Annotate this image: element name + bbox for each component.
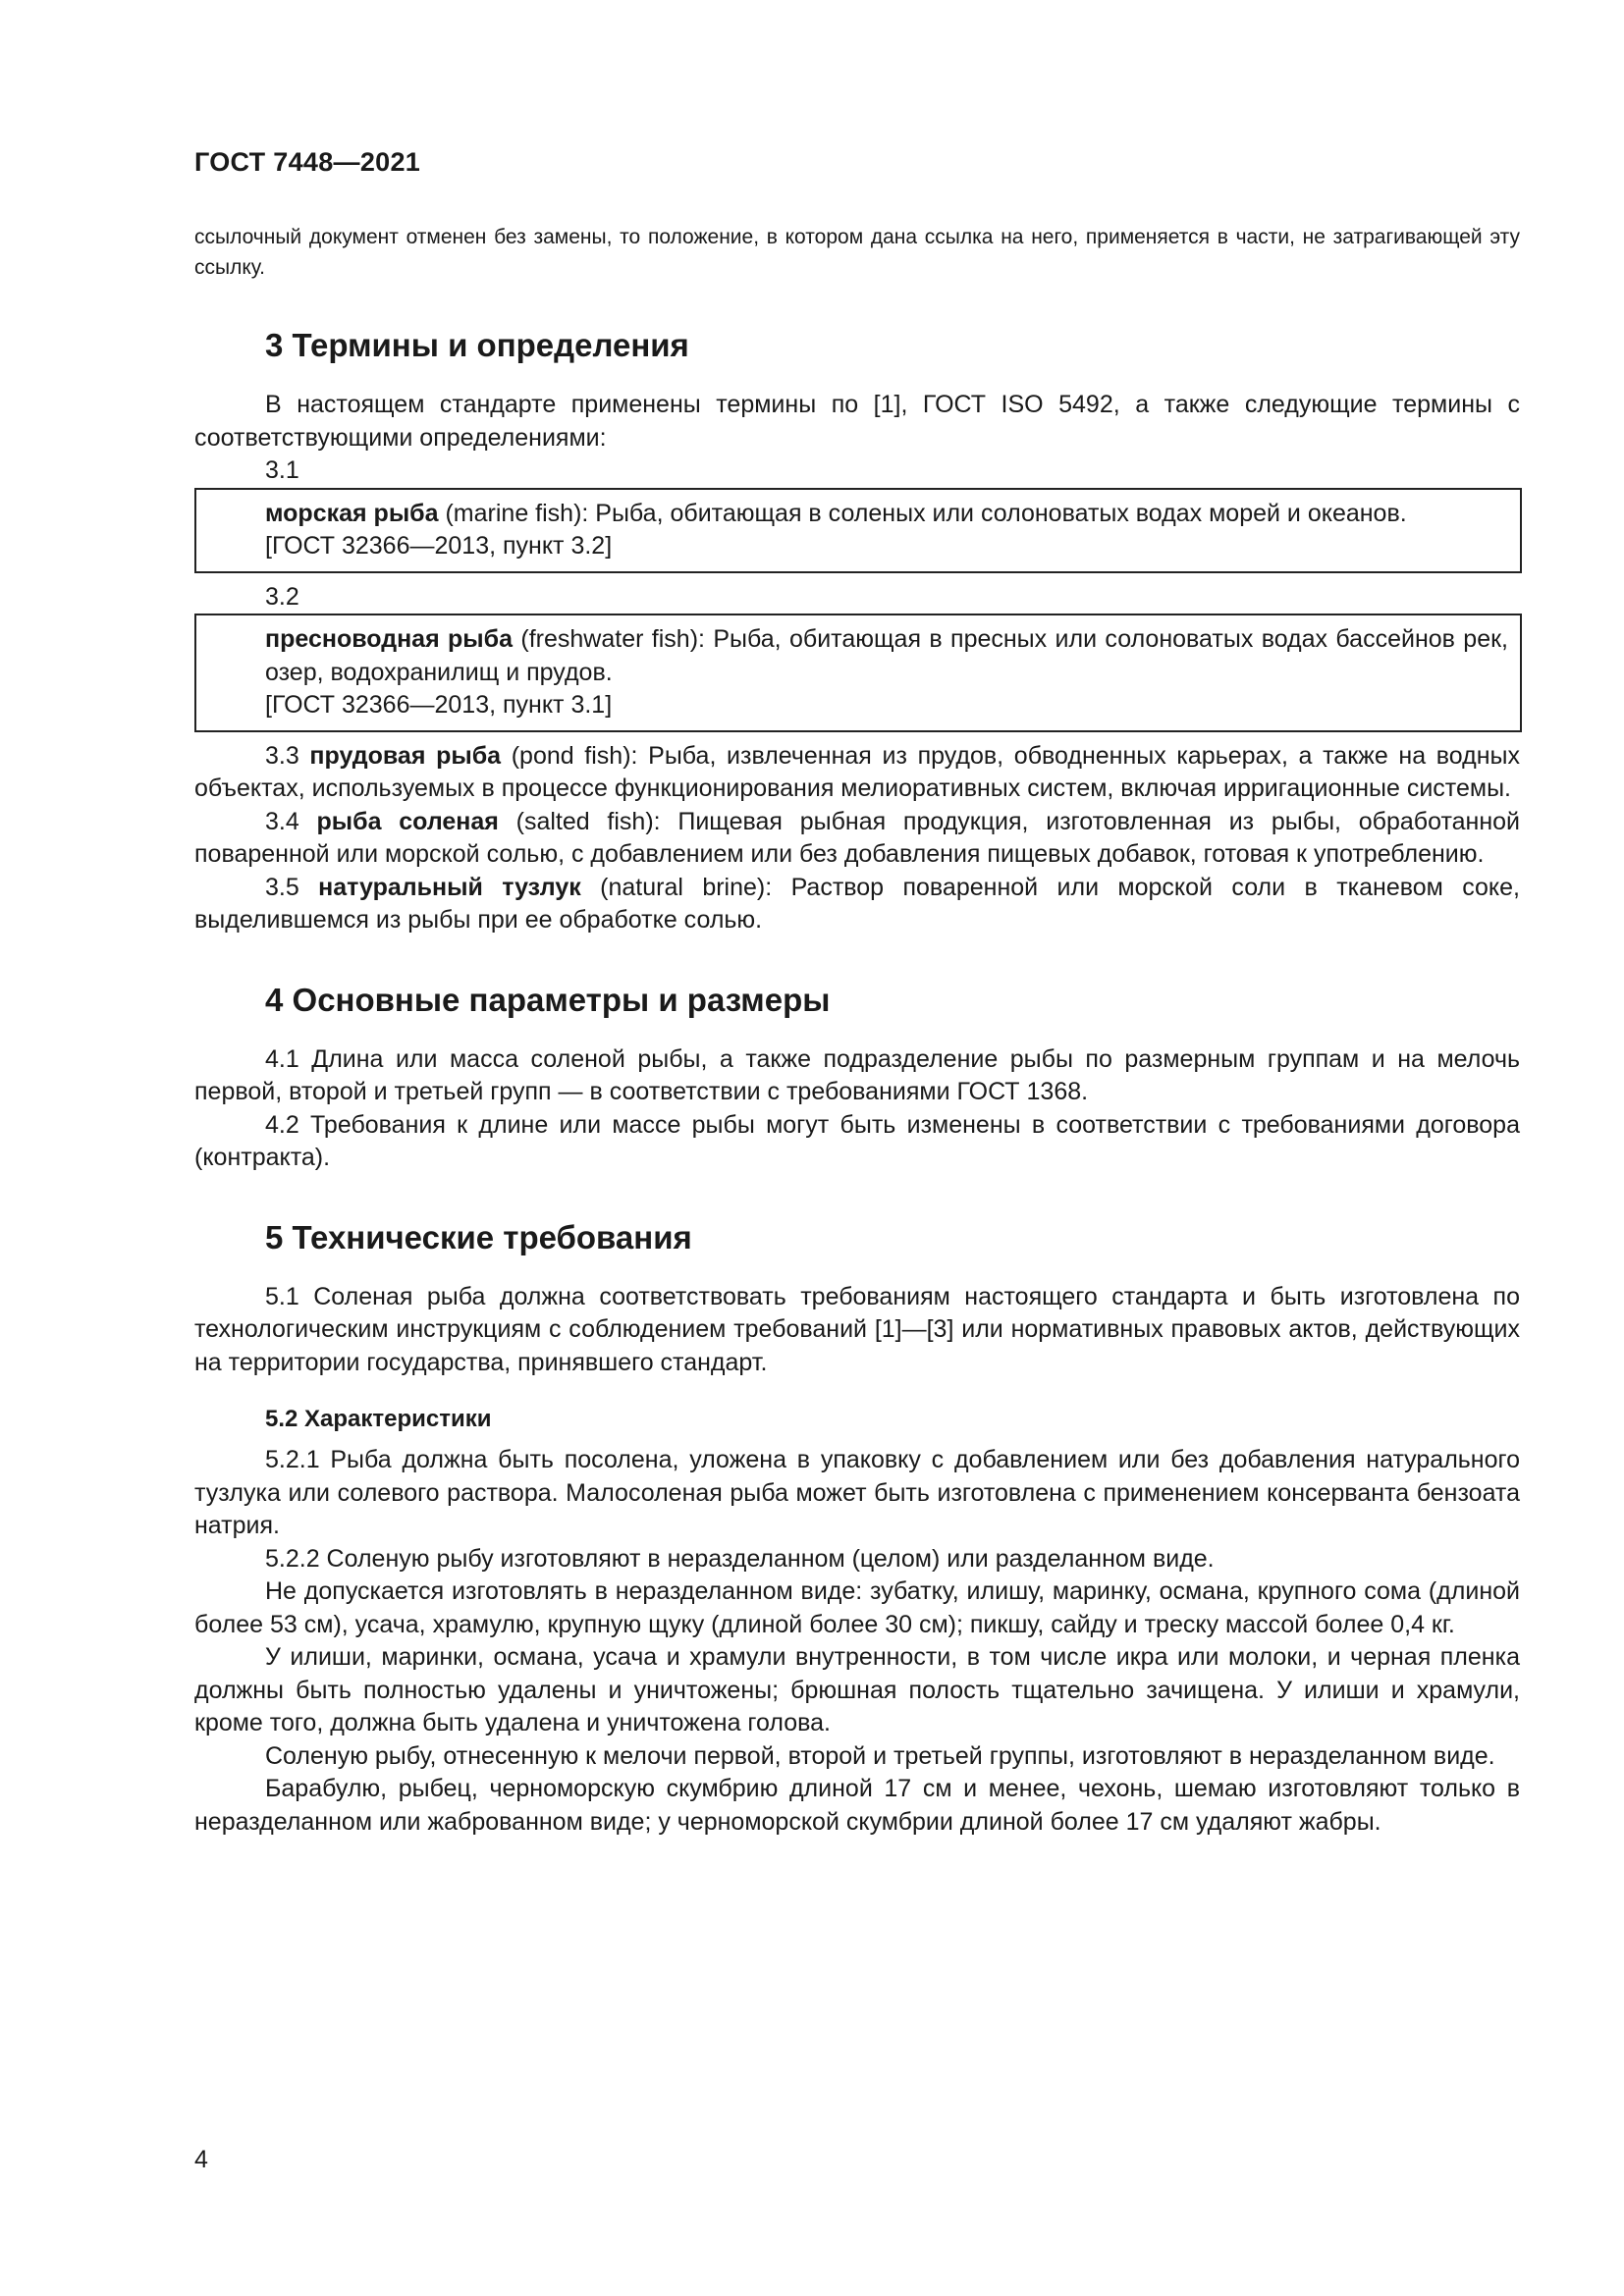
section-3-title: 3 Термины и определения <box>265 327 689 363</box>
term-3-2-box <box>194 614 1522 732</box>
term-3-4-term: рыба соленая <box>316 807 499 835</box>
intro-paragraph: ссылочный документ отменен без замены, то положение, в котором дана ссылка на него, применяется в части, не затрагивающей эту ссылку. <box>194 226 1520 279</box>
term-3-2-number: 3.2 <box>265 582 299 611</box>
term-3-1-source: [ГОСТ 32366—2013, пункт 3.2] <box>265 532 613 560</box>
term-3-5-number: 3.5 <box>265 873 319 901</box>
paragraph-4-2: 4.2 Требования к длине или массе рыбы могут быть изменены в соответствии с требованиями договора (контракта). <box>194 1110 1520 1171</box>
term-3-2-definition: (freshwater fish): Рыба, обитающая в пресных или солоноватых водах бассейнов рек, озер, водохранилищ и прудов. <box>265 625 1509 686</box>
page-number: 4 <box>194 2146 208 2173</box>
term-3-2-source: [ГОСТ 32366—2013, пункт 3.1] <box>265 691 613 719</box>
term-3-1-definition: (marine fish): Рыба, обитающая в соленых или солоноватых водах морей и океанов. <box>438 499 1407 527</box>
term-3-3 <box>194 740 1520 806</box>
term-3-3-definition: (pond fish): Рыба, извлеченная из прудов, обводненных карьерах, а также на водных объектах, используемых в процессе функционирования мелиоративных систем, включая ирригационные системы. <box>194 741 1521 802</box>
paragraph-5-2-2-c: Соленую рыбу, отнесенную к мелочи первой, второй и третьей группы, изготовляют в неразделанном виде. <box>265 1741 1495 1770</box>
paragraph-5-2-2-b: У илиши, маринки, османа, усача и храмули внутренности, в том числе икра или молоки, и черная пленка должны быть полностью удалены и уничтожены; брюшная полость тщательно зачищена. У илиши и храмули, кроме того, должна быть удалена и уничтожена голова. <box>194 1643 1520 1736</box>
paragraph-5-2-2-a: Не допускается изготовлять в неразделанном виде: зубатку, илишу, маринку, османа, крупного сома (длиной более 53 см), усача, храмулю, крупную щуку (длиной более 30 см); пикшу, сайду и треску массой более 0,4 кг. <box>194 1577 1520 1638</box>
section-5-title: 5 Технические требования <box>265 1218 692 1255</box>
term-3-1-box <box>194 488 1522 573</box>
document-header: ГОСТ 7448—2021 <box>194 147 421 177</box>
term-3-5-term: натуральный тузлук <box>318 873 581 901</box>
section-4-title: 4 Основные параметры и размеры <box>265 981 831 1018</box>
paragraph-5-2-2: 5.2.2 Соленую рыбу изготовляют в неразделанном (целом) или разделанном виде. <box>265 1544 1215 1573</box>
subsection-5-2-title: 5.2 Характеристики <box>265 1406 492 1432</box>
paragraph-4-1: 4.1 Длина или масса соленой рыбы, а также подразделение рыбы по размерным группам и на мелочь первой, второй и третьей групп — в соответствии с требованиями ГОСТ 1368. <box>194 1044 1520 1105</box>
term-3-1-number: 3.1 <box>265 456 299 484</box>
paragraph-5-1: 5.1 Соленая рыба должна соответствовать требованиям настоящего стандарта и быть изготовлена по технологическим инструкциям с соблюдением требований [1]—[3] или нормативных правовых актов, действующих на территории государства, принявшего стандарт. <box>194 1282 1520 1376</box>
section-3-lead: В настоящем стандарте применены термины по [1], ГОСТ ISO 5492, а также следующие термины с соответствующими определениями: <box>194 391 1520 452</box>
paragraph-5-2-1: 5.2.1 Рыба должна быть посолена, уложена в упаковку с добавлением или без добавления натурального тузлука или солевого раствора. Малосоленая рыба может быть изготовлена с применением консерванта бензоата натрия. <box>194 1446 1520 1539</box>
page-content <box>194 222 1520 1839</box>
term-3-2-term: пресноводная рыба <box>265 625 514 653</box>
term-3-3-number: 3.3 <box>265 741 310 770</box>
paragraph-5-2-2-d: Барабулю, рыбец, черноморскую скумбрию длиной 17 см и менее, чехонь, шемаю изготовляют только в неразделанном или жаброванном виде; у черноморской скумбрии длиной более 17 см удаляют жабры. <box>194 1775 1520 1836</box>
term-3-4 <box>194 806 1520 872</box>
term-3-3-term: прудовая рыба <box>309 741 502 770</box>
term-3-1-term: морская рыба <box>265 499 439 527</box>
term-3-4-number: 3.4 <box>265 807 317 835</box>
term-3-2-text <box>265 623 1508 689</box>
term-3-5 <box>194 872 1520 937</box>
term-3-5-definition: (natural brine): Раствор поваренной или морской соли в тканевом соке, выделившемся из рыбы при ее обработке солью. <box>194 873 1520 934</box>
term-3-1-text <box>265 498 1508 531</box>
term-3-4-definition: (salted fish): Пищевая рыбная продукция, изготовленная из рыбы, обработанной поваренной или морской солью, с добавлением или без добавления пищевых добавок, готовая к употреблению. <box>194 807 1521 868</box>
